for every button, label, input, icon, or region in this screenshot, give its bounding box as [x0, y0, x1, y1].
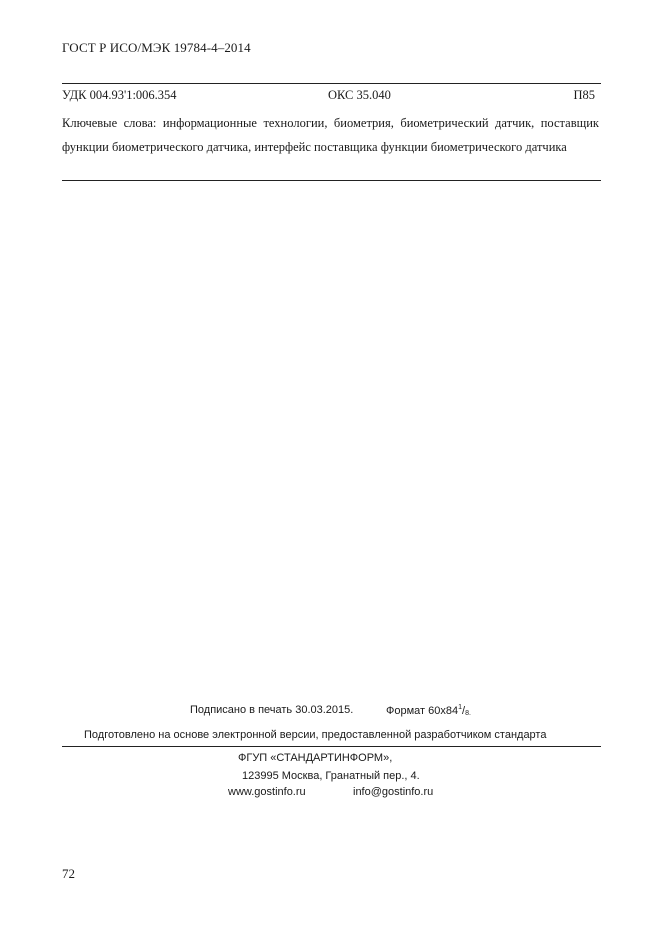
group-code: П85 [573, 88, 595, 102]
keywords-divider [62, 180, 601, 181]
imprint-divider [62, 746, 601, 747]
prepared-note: Подготовлено на основе электронной версии, предоставленной разработчиком стандарта [84, 729, 547, 741]
top-divider [62, 83, 601, 84]
print-format-numerator: 1 [458, 704, 463, 711]
publisher-name: ФГУП «СТАНДАРТИНФОРМ», [238, 752, 393, 764]
print-format [386, 704, 471, 717]
signed-for-print: Подписано в печать 30.03.2015. [190, 704, 354, 716]
publisher-website-link[interactable]: www.gostinfo.ru [228, 786, 306, 798]
udk-code: УДК 004.93'1:006.354 [62, 88, 177, 102]
print-format-denominator: 8. [465, 710, 471, 717]
publisher-email-link[interactable]: info@gostinfo.ru [353, 786, 434, 798]
page-number: 72 [62, 866, 75, 881]
running-header-standard-code: ГОСТ Р ИСО/МЭК 19784-4–2014 [62, 40, 251, 55]
oks-code: ОКС 35.040 [328, 88, 391, 102]
print-format-prefix: Формат 60x84 [386, 705, 459, 717]
publisher-address: 123995 Москва, Гранатный пер., 4. [242, 770, 420, 782]
keywords-paragraph: Ключевые слова: информационные технологии, биометрия, биометрический датчик, поставщик функции биометрического датчика, интерфейс поставщика функции биометрического датчика [62, 116, 599, 154]
print-format-slash: / [462, 705, 466, 717]
